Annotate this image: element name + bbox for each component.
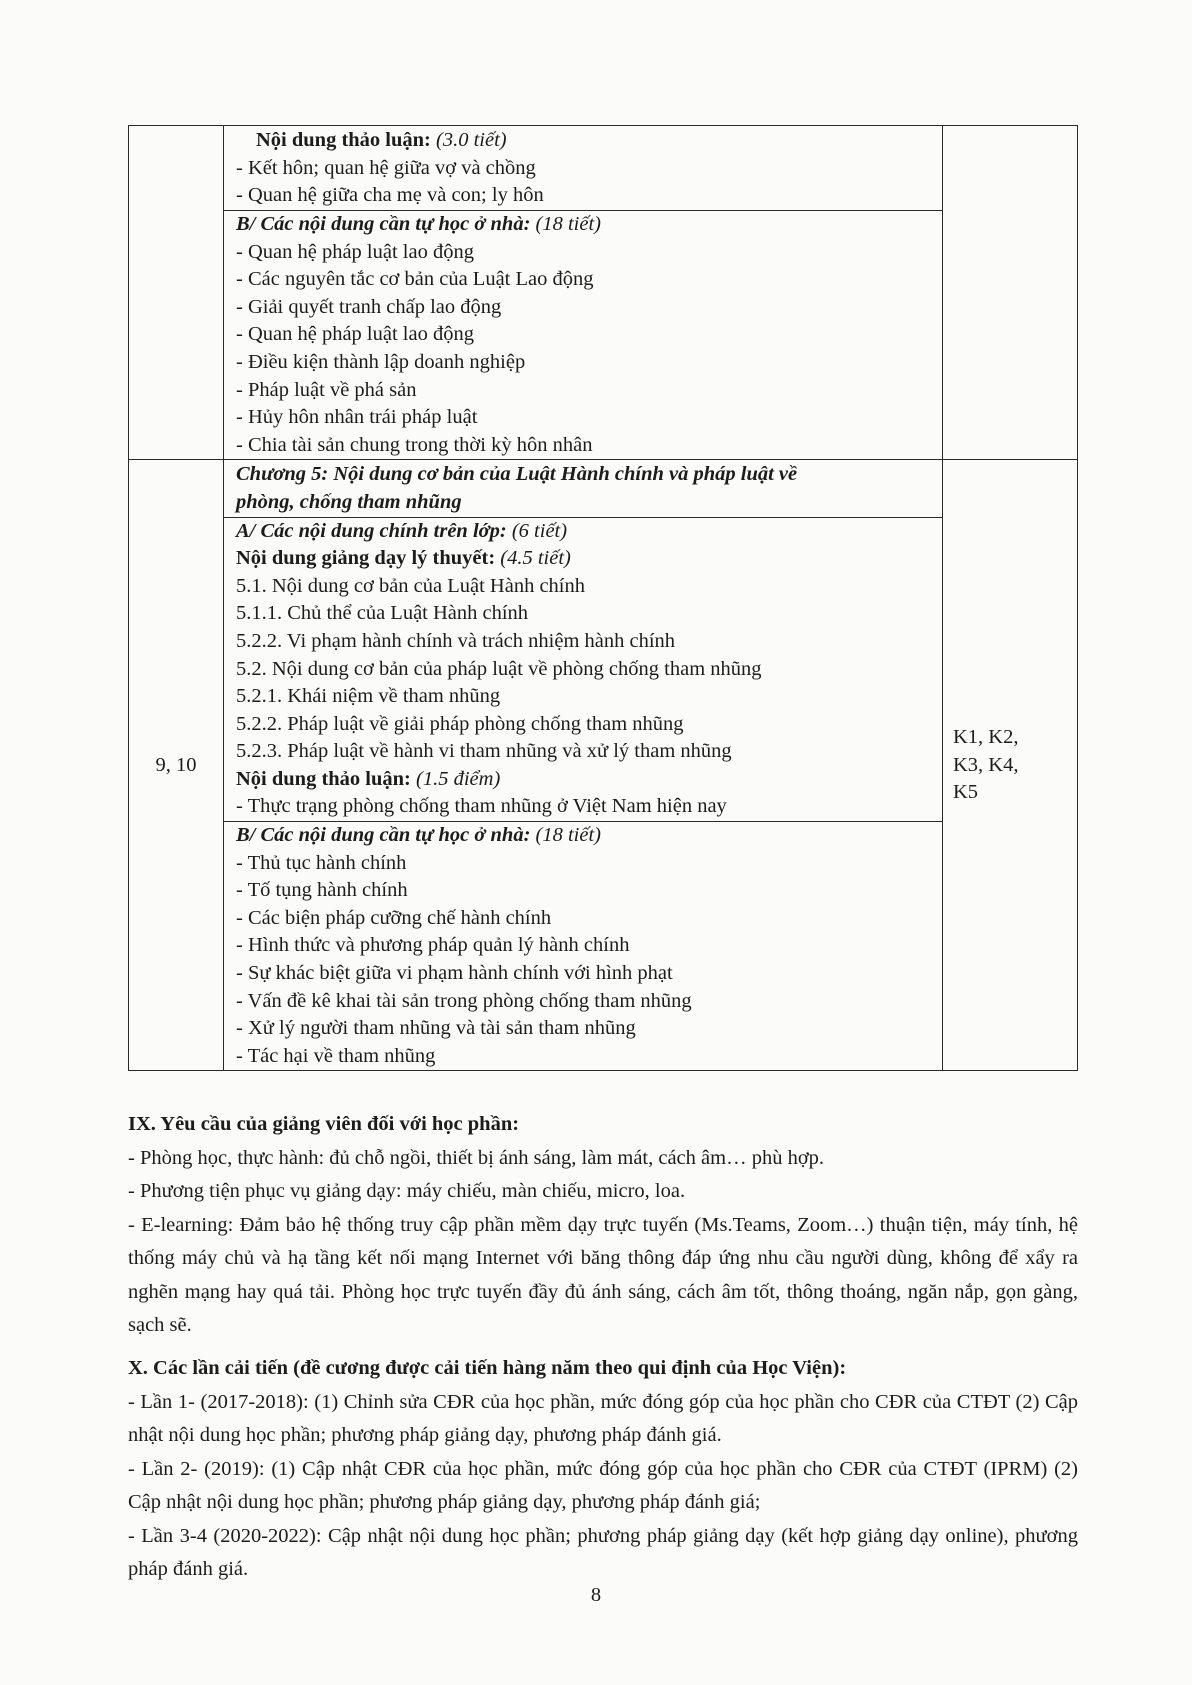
list-item: - Thủ tục hành chính <box>236 851 407 874</box>
list-item: 5.1.1. Chủ thể của Luật Hành chính <box>236 602 529 625</box>
chapter-title-cont: phòng, chống tham nhũng <box>236 490 462 513</box>
discussion-cell <box>224 126 943 211</box>
list-item: - Pháp luật về phá sản <box>236 378 417 401</box>
table-row <box>129 460 1078 517</box>
section-instructor-requirements <box>128 1108 1078 1343</box>
selfstudy-cell <box>224 822 943 1071</box>
list-item: - Xử lý người tham nhũng và tài sản tham nhũng <box>236 1017 636 1040</box>
section-title: IX. Yêu cầu của giảng viên đối với học phần: <box>128 1113 520 1135</box>
list-item: - Giải quyết tranh chấp lao động <box>236 295 502 318</box>
list-item: 5.2.2. Vi phạm hành chính và trách nhiệm hành chính <box>236 629 676 652</box>
table-row <box>129 822 1078 1071</box>
theory-heading: Nội dung giảng dạy lý thuyết: (4.5 tiết) <box>236 547 571 570</box>
syllabus-table <box>128 125 1078 1071</box>
outcomes-cell <box>943 126 1078 460</box>
paragraph: - Lần 3-4 (2020-2022): Cập nhật nội dung học phần; phương pháp giảng dạy (kết hợp giảng dạy online), phương pháp đánh giá. <box>128 1524 1078 1580</box>
paragraph: - Phương tiện phục vụ giảng dạy: máy chiếu, màn chiếu, micro, loa. <box>128 1180 686 1202</box>
list-item: - Quan hệ pháp luật lao động <box>236 323 474 346</box>
table-row <box>129 126 1078 211</box>
table-row <box>129 517 1078 822</box>
selfstudy-cell <box>224 211 943 460</box>
list-item: - Vấn đề kê khai tài sản trong phòng chống tham nhũng <box>236 989 692 1012</box>
selfstudy-heading: B/ Các nội dung cần tự học ở nhà: (18 tiết) <box>236 824 601 847</box>
list-item: - Điều kiện thành lập doanh nghiệp <box>236 350 526 373</box>
list-item: - Hủy hôn nhân trái pháp luật <box>236 406 478 429</box>
list-item: - Sự khác biệt giữa vi phạm hành chính với hình phạt <box>236 962 673 985</box>
chapter-title-cell <box>224 460 943 517</box>
table-row <box>129 211 1078 460</box>
list-item: - Tác hại về tham nhũng <box>236 1044 436 1067</box>
inclass-cell <box>224 517 943 822</box>
inclass-heading: A/ Các nội dung chính trên lớp: (6 tiết) <box>236 519 568 542</box>
list-item: - Các biện pháp cưỡng chế hành chính <box>236 906 552 929</box>
week-cell: 9, 10 <box>129 460 224 1071</box>
outcomes-cell <box>943 460 1078 1071</box>
outcome-line: K1, K2, <box>953 725 1019 748</box>
list-item: 5.1. Nội dung cơ bản của Luật Hành chính <box>236 574 586 597</box>
list-item: - Kết hôn; quan hệ giữa vợ và chồng <box>236 156 536 179</box>
discussion-heading: Nội dung thảo luận: (1.5 điểm) <box>236 767 501 790</box>
list-item: - Các nguyên tắc cơ bản của Luật Lao động <box>236 268 594 291</box>
chapter-title: Chương 5: Nội dung cơ bản của Luật Hành chính và pháp luật về <box>236 463 798 486</box>
list-item: 5.2.3. Pháp luật về hành vi tham nhũng và xử lý tham nhũng <box>236 740 732 763</box>
paragraph: - Lần 2- (2019): (1) Cập nhật CĐR của học phần, mức đóng góp của học phần cho CĐR của CTĐT (IPRM) (2) Cập nhật nội dung học phần; phương pháp giảng dạy, phương pháp đánh giá; <box>128 1457 1078 1513</box>
list-item: - Chia tài sản chung trong thời kỳ hôn nhân <box>236 433 593 456</box>
list-item: - Thực trạng phòng chống tham nhũng ở Việt Nam hiện nay <box>236 795 727 818</box>
list-item: 5.2.1. Khái niệm về tham nhũng <box>236 685 501 708</box>
section-revisions <box>128 1352 1078 1587</box>
paragraph: - Lần 1- (2017-2018): (1) Chỉnh sửa CĐR của học phần, mức đóng góp của học phần cho CĐR của CTĐT (2) Cập nhật nội dung học phần; phương pháp giảng dạy, phương pháp đánh giá. <box>128 1390 1078 1446</box>
list-item: 5.2. Nội dung cơ bản của pháp luật về phòng chống tham nhũng <box>236 657 762 680</box>
outcome-line: K5 <box>953 781 979 804</box>
selfstudy-heading: B/ Các nội dung cần tự học ở nhà: (18 tiết) <box>236 213 601 235</box>
outcome-line: K3, K4, <box>953 753 1019 776</box>
page-number: 8 <box>590 1584 602 1606</box>
list-item: - Hình thức và phương pháp quản lý hành chính <box>236 934 630 957</box>
list-item: - Quan hệ giữa cha mẹ và con; ly hôn <box>236 184 544 207</box>
list-item: 5.2.2. Pháp luật về giải pháp phòng chống tham nhũng <box>236 712 684 735</box>
section-title: X. Các lần cải tiến (đề cương được cải tiến hàng năm theo qui định của Học Viện): <box>128 1357 847 1379</box>
paragraph: - E-learning: Đảm bảo hệ thống truy cập phần mềm dạy trực tuyến (Ms.Teams, Zoom…) thuận tiện, máy tính, hệ thống máy chủ và hạ tầng kết nối mạng Internet với băng thông đáp ứng nhu cầu người dùng, không để xẩy ra nghẽn mạng hay quá tải. Phòng học trực tuyến đầy đủ ánh sáng, cách âm tốt, thông thoáng, ngăn nắp, gọn gàng, sạch sẽ. <box>128 1213 1078 1336</box>
paragraph: - Phòng học, thực hành: đủ chỗ ngồi, thiết bị ánh sáng, làm mát, cách âm… phù hợp. <box>128 1146 825 1169</box>
list-item: - Tố tụng hành chính <box>236 879 408 902</box>
discussion-heading: Nội dung thảo luận: (3.0 tiết) <box>256 129 507 151</box>
list-item: - Quan hệ pháp luật lao động <box>236 240 474 263</box>
week-cell <box>129 126 224 460</box>
